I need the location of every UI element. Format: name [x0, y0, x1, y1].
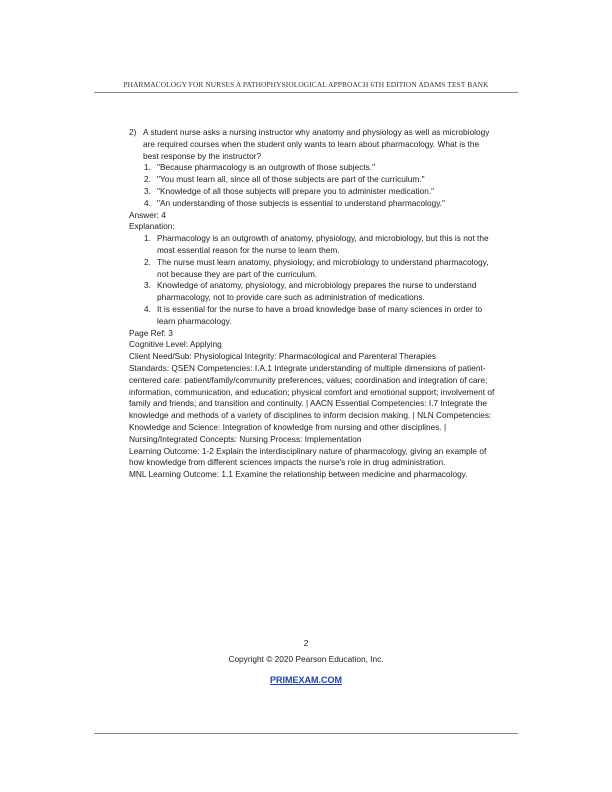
copyright-notice: Copyright © 2020 Pearson Education, Inc.: [228, 654, 384, 664]
option-number: 4.: [144, 197, 151, 208]
answer-options: [129, 162, 497, 209]
footer-divider: [94, 733, 518, 734]
site-link[interactable]: PRIMEXAM.COM: [270, 675, 342, 685]
option-text: "Knowledge of all those subjects will prepare you to administer medication.": [157, 185, 435, 196]
question-stem-row: [129, 127, 497, 162]
explanation-text: It is essential for the nurse to have a broad knowledge base of many sciences in order to learn pharmacology.: [157, 303, 483, 326]
option-text: "You must learn all, since all of those subjects are part of the curriculum.": [157, 174, 425, 185]
standards: Standards: QSEN Competencies: I.A.1 Integrate understanding of multiple dimensions of patient-centered care: patient/family/community preferences, values; coordination and integration of care; information, communication, and education; physical comfort and emotional support; involvement of family and friends; and transition and continuity. | AACN Essential Competencies: I.7 Integrate the knowledge and methods of a variety of disciplines to inform decision making. | NLN Competencies: Knowledge and Science: Integration of knowledge from nursing and other disciplines. | Nursing/Integrated Concepts: Nursing Process: Implementation: [129, 362, 495, 444]
explanation-list: [129, 233, 497, 327]
option-text: "An understanding of those subjects is essential to understand pharmacology.": [157, 197, 446, 208]
option-item: [129, 186, 497, 198]
page-ref: Page Ref: 3: [129, 327, 173, 338]
option-item: [129, 162, 497, 174]
cognitive-level: Cognitive Level: Applying: [129, 339, 222, 350]
option-item: [129, 174, 497, 186]
explanation-item: [129, 233, 497, 257]
explanation-text: Knowledge of anatomy, physiology, and microbiology prepares the nurse to understand pharmacology, not to provide care such as administration of medications.: [157, 280, 477, 303]
mnl-learning-outcome: MNL Learning Outcome: 1.1 Examine the relationship between medicine and pharmacology.: [129, 469, 468, 480]
learning-outcome: Learning Outcome: 1-2 Explain the interdisciplinary nature of pharmacology, giving an example of how knowledge from different sciences impacts the nurse's role in drug administration.: [129, 445, 487, 468]
question-stem: A student nurse asks a nursing instructor why anatomy and physiology as well as microbiology are required courses when the student only wants to learn about pharmacology. What is the best response by the instructor?: [143, 127, 490, 161]
question-block: [129, 127, 497, 481]
explanation-item: [129, 280, 497, 304]
option-text: "Because pharmacology is an outgrowth of those subjects.": [157, 162, 376, 173]
explanation-number: 1.: [144, 233, 151, 244]
page-number: 2: [303, 638, 309, 648]
explanation-number: 3.: [144, 280, 151, 291]
header-divider: [94, 92, 518, 93]
client-need: Client Need/Sub: Physiological Integrity: Pharmacological and Parenteral Therapies: [129, 351, 437, 362]
explanation-label: Explanation:: [129, 221, 175, 232]
explanation-item: [129, 257, 497, 281]
option-number: 3.: [144, 185, 151, 196]
question-number: 2): [129, 127, 137, 137]
option-item: [129, 198, 497, 210]
answer-line: Answer: 4: [129, 209, 166, 220]
option-number: 1.: [144, 162, 151, 173]
running-header: PHARMACOLOGY FOR NURSES A PATHOPHYSIOLOGICAL APPROACH 6TH EDITION ADAMS TEST BANK: [123, 80, 489, 89]
explanation-number: 2.: [144, 256, 151, 267]
option-number: 2.: [144, 174, 151, 185]
explanation-text: The nurse must learn anatomy, physiology, and microbiology to understand pharmacology, not because they are part of the curriculum.: [157, 256, 489, 279]
explanation-item: [129, 304, 497, 328]
explanation-number: 4.: [144, 303, 151, 314]
explanation-text: Pharmacology is an outgrowth of anatomy, physiology, and microbiology, but this is not the most essential reason for the nurse to learn them.: [157, 233, 489, 255]
